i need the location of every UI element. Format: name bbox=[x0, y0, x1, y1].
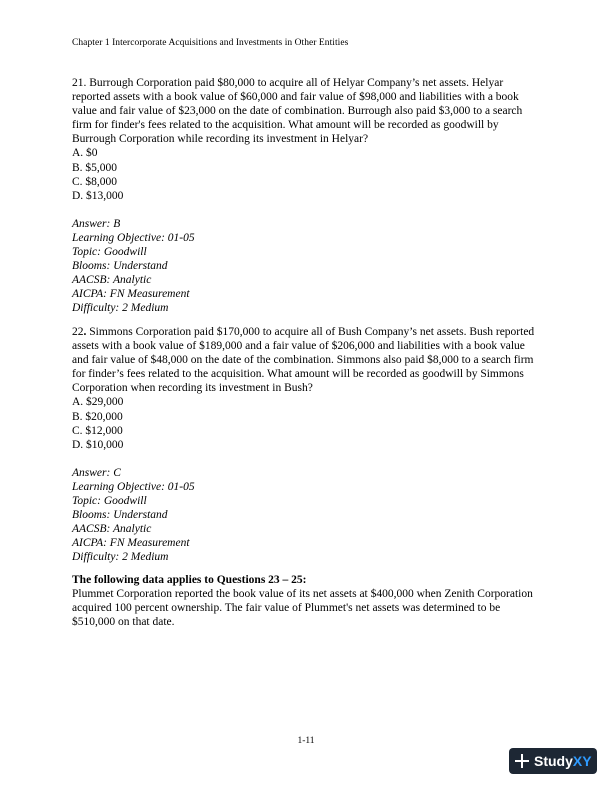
option-d: D. $13,000 bbox=[72, 189, 124, 202]
aacsb: AACSB: Analytic bbox=[72, 274, 152, 287]
blooms: Blooms: Understand bbox=[72, 260, 168, 273]
aicpa: AICPA: FN Measurement bbox=[72, 288, 190, 301]
topic: Topic: Goodwill bbox=[72, 495, 147, 508]
option-a: A. $29,000 bbox=[72, 396, 124, 409]
learning-objective: Learning Objective: 01-05 bbox=[72, 231, 195, 244]
answer: Answer: C bbox=[72, 466, 121, 479]
question-22 bbox=[72, 325, 542, 565]
shared-data-title: The following data applies to Questions 23 – 25: bbox=[72, 574, 307, 586]
shared-data-text: Plummet Corporation reported the book value of its net assets at $400,000 when Zenith Corporation acquired 100 percent ownership. The fair value of Plummet's net assets was determined to be $510,000 on that date. bbox=[72, 588, 533, 629]
difficulty: Difficulty: 2 Medium bbox=[72, 551, 169, 564]
question-21 bbox=[72, 76, 542, 316]
brand-name-part1: Study bbox=[534, 753, 573, 769]
option-c: C. $12,000 bbox=[72, 424, 123, 437]
difficulty: Difficulty: 2 Medium bbox=[72, 302, 169, 315]
page-header: Chapter 1 Intercorporate Acquisitions and Investments in Other Entities bbox=[72, 38, 349, 48]
option-b: B. $20,000 bbox=[72, 410, 123, 423]
question-number-period: . bbox=[83, 326, 87, 338]
aicpa: AICPA: FN Measurement bbox=[72, 537, 190, 550]
question-number: 22 bbox=[72, 326, 84, 338]
option-c: C. $8,000 bbox=[72, 175, 118, 188]
topic: Topic: Goodwill bbox=[72, 246, 147, 259]
question-number: 21. bbox=[72, 77, 87, 89]
option-d: D. $10,000 bbox=[72, 438, 124, 451]
page-number: 1-11 bbox=[297, 736, 315, 746]
blooms: Blooms: Understand bbox=[72, 509, 168, 522]
studyxy-logo[interactable] bbox=[509, 748, 597, 774]
option-b: B. $5,000 bbox=[72, 161, 118, 174]
aacsb: AACSB: Analytic bbox=[72, 523, 152, 536]
shared-data-block bbox=[72, 573, 542, 629]
question-text bbox=[72, 325, 542, 395]
answer: Answer: B bbox=[72, 217, 121, 230]
learning-objective: Learning Objective: 01-05 bbox=[72, 480, 195, 493]
plus-icon bbox=[515, 754, 529, 768]
option-a: A. $0 bbox=[72, 147, 98, 160]
question-text bbox=[72, 76, 542, 146]
brand-name-part2: XY bbox=[572, 753, 592, 769]
question-body: Simmons Corporation paid $170,000 to acquire all of Bush Company’s net assets. Bush reported assets with a book value of $189,000 and a fair value of $206,000 and liabilities with a book value and fair value of $48,000 on the date of the combination. Simmons also paid $8,000 to a search firm for finder’s fees related to the acquisition. What amount will be recorded as goodwill by Simmons Corporation when recording its investment in Bush? bbox=[72, 326, 535, 395]
question-body: Burrough Corporation paid $80,000 to acquire all of Helyar Company’s net assets. Helyar reported assets with a book value of $60,000 and fair value of $98,000 and liabilities with a book value and fair value of $23,000 on the date of combination. Burrough also paid $3,000 to a search firm for finder's fees related to the acquisition. What amount will be recorded as goodwill by Burrough Corporation while recording its investment in Helyar? bbox=[72, 77, 523, 146]
